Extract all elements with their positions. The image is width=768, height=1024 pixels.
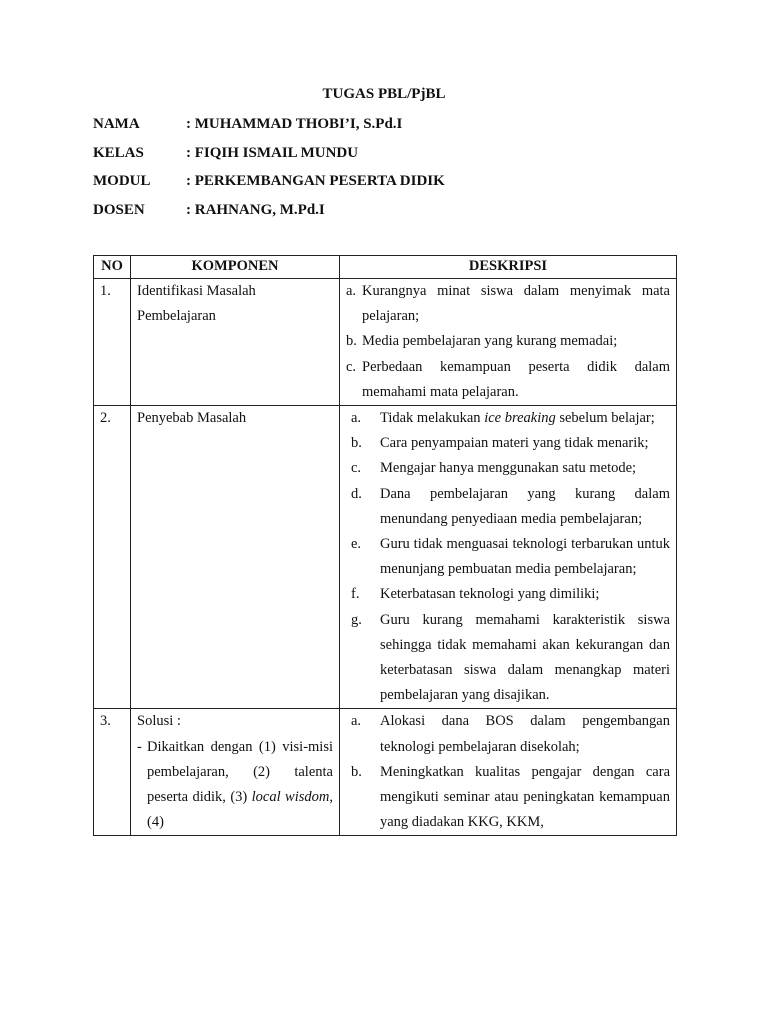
list-text: Guru tidak menguasai teknologi terbarukan untuk menunjang pembuatan media pembelajaran;	[380, 536, 670, 578]
list-text: Mengajar hanya menggunakan satu metode;	[380, 460, 637, 477]
list-item	[346, 532, 670, 582]
info-value: : PERKEMBANGAN PESERTA DIDIK	[186, 173, 445, 189]
list-marker: b.	[346, 333, 357, 350]
list-text-italic: local wisdom	[251, 789, 330, 806]
list-marker: b.	[351, 763, 362, 780]
header-komponen: KOMPONEN	[131, 256, 340, 279]
table-row	[94, 406, 677, 709]
list-text-post: , (4)	[147, 789, 333, 831]
row-deskripsi	[340, 709, 677, 836]
info-value: : FIQIH ISMAIL MUNDU	[186, 144, 359, 161]
list-text: Perbedaan kemampuan peserta didik dalam memahami mata pelajaran.	[362, 358, 670, 400]
list-marker: b.	[351, 435, 362, 452]
header-deskripsi: DESKRIPSI	[340, 256, 677, 279]
list-marker: a.	[351, 410, 362, 427]
row-komponen: Penyebab Masalah	[131, 406, 340, 709]
info-label: KELAS	[93, 144, 144, 161]
info-value: : RAHNANG, M.Pd.I	[186, 201, 325, 218]
list-text	[380, 406, 670, 431]
list-text: Kurangnya minat siswa dalam menyimak mata pelajaran;	[362, 283, 670, 325]
list-item	[346, 279, 670, 329]
list-text: Dana pembelajaran yang kurang dalam menundang penyediaan media pembelajaran;	[380, 485, 670, 527]
info-row-kelas	[93, 143, 445, 172]
list-item	[346, 709, 670, 759]
list-text-post: sebelum belajar;	[555, 410, 655, 427]
list-marker: c.	[351, 460, 362, 477]
list-text: Guru kurang memahami karakteristik siswa sehingga tidak memahami akan kekurangan dan keterbatasan siswa dalam menangkap materi pembelajaran yang disajikan.	[380, 611, 670, 704]
list-text: Keterbatasan teknologi yang dimiliki;	[380, 586, 600, 603]
list-item	[346, 760, 670, 836]
list-text-pre: Tidak melakukan	[380, 410, 485, 427]
list-text: Media pembelajaran yang kurang memadai;	[362, 333, 618, 350]
list-item	[346, 329, 670, 354]
info-block	[93, 114, 445, 228]
solusi-sub-item	[137, 735, 333, 836]
row-number: 3.	[94, 709, 131, 836]
info-row-modul	[93, 171, 445, 200]
list-text: Alokasi dana BOS dalam pengembangan teknologi pembelajaran disekolah;	[380, 713, 670, 755]
row-komponen: Identifikasi Masalah Pembelajaran	[131, 279, 340, 406]
list-text-italic: ice breaking	[484, 410, 556, 427]
info-row-nama	[93, 114, 445, 143]
list-item	[346, 431, 670, 456]
row-deskripsi	[340, 279, 677, 406]
list-text	[147, 735, 333, 836]
page-title: TUGAS PBL/PjBL	[322, 86, 446, 102]
list-marker: e.	[351, 536, 362, 553]
row-number: 1.	[94, 279, 131, 406]
table-row	[94, 709, 677, 836]
row-komponen	[131, 709, 340, 836]
info-label: DOSEN	[93, 201, 145, 218]
list-item	[346, 482, 670, 532]
list-text: Meningkatkan kualitas pengajar dengan cara mengikuti seminar atau peningkatan kemampuan yang diadakan KKG, KKM,	[380, 763, 670, 831]
info-label: NAMA	[93, 116, 140, 132]
list-item	[346, 355, 670, 405]
list-marker: a.	[346, 283, 357, 299]
list-marker: a.	[351, 713, 362, 730]
table-row	[94, 279, 677, 406]
list-item	[346, 582, 670, 607]
info-row-dosen	[93, 200, 445, 229]
row-deskripsi	[340, 406, 677, 709]
row-number: 2.	[94, 406, 131, 709]
table-header-row	[94, 256, 677, 279]
list-item	[346, 608, 670, 709]
list-marker: d.	[351, 485, 362, 502]
list-item	[346, 406, 670, 431]
list-text: Cara penyampaian materi yang tidak menarik;	[380, 435, 649, 452]
problem-table	[93, 255, 677, 836]
list-marker: -	[137, 738, 142, 755]
list-marker: g.	[351, 611, 362, 628]
header-no: NO	[94, 256, 131, 279]
list-marker: c.	[346, 358, 357, 375]
info-value: : MUHAMMAD THOBI’I, S.Pd.I	[186, 116, 403, 132]
solusi-title: Solusi :	[137, 713, 181, 730]
list-text-pre: Dikaitkan dengan (1) visi-misi pembelajaran, (2) talenta peserta didik, (3)	[147, 738, 333, 806]
list-marker: f.	[351, 586, 360, 603]
list-item	[346, 456, 670, 481]
info-label: MODUL	[93, 173, 151, 189]
